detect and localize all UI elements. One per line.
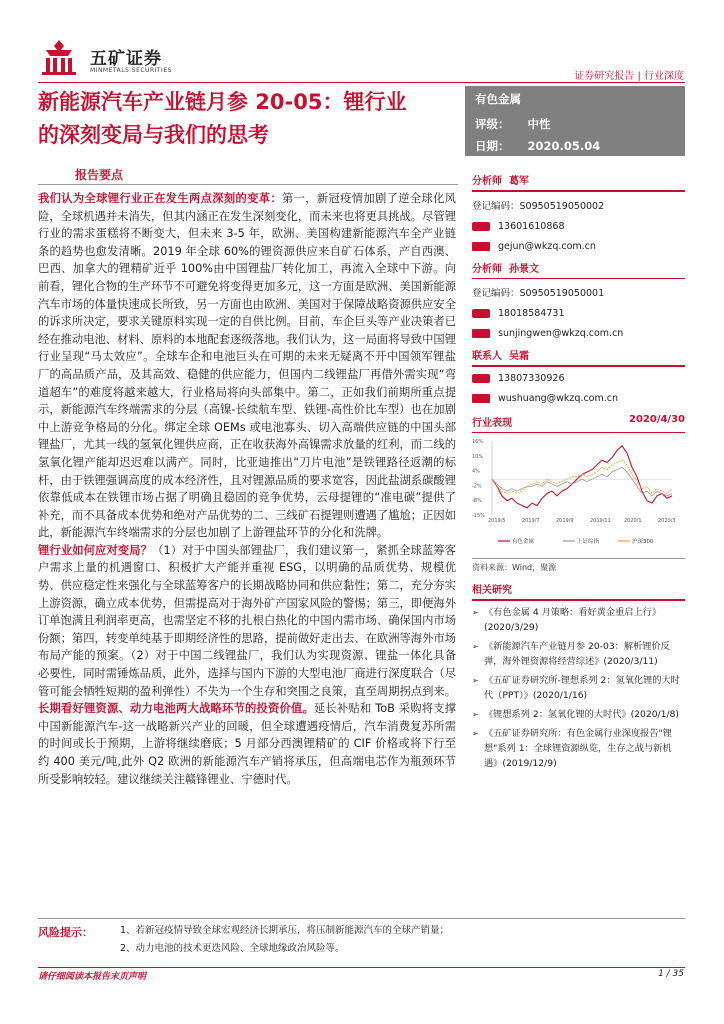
report-title-line2: 的深刻变局与我们的思考	[38, 123, 269, 147]
sector-label: 有色金属	[475, 92, 521, 106]
contact-phone-row	[472, 373, 685, 384]
y-tick-label: 16%	[472, 439, 484, 445]
summary-paragraph-2	[38, 542, 456, 700]
p1-body: 第一，新冠疫情加剧了逆全球化风险，全球机遇并未消失，但其内涵正在发生深刻变化，而未来也将更具挑战。尽管锂行业的需求蛋糕将不断变大，但未来 3-5 年，欧洲、美国构建新能源汽车全产业链条的趋势也愈发清晰。2019 年全球 60%的锂资源供应来自矿石体系，产自西澳、巴西、加拿大的锂精矿近乎 100%由中国锂盐厂转化加工，再流入全球中下游。向前看，锂化合物的生产环节不可避免将变得更加多元，这一方面是欧洲、美国新能源汽车市场的体量快速成长所致，另一方面也由欧洲、美国对于保障战略资源供应安全的诉求所决定，要求关键原料实现一定的自供比例。目前，车企巨头等产业决策者已经在推动电池、材料、原料的本地配套逐级落地。我们认为，这一局面将导致中国锂行业呈现“马太效应”。全球车企和电池巨头在可期的未来无疑离不开中国领军锂盐厂的高品质产品，及其高效、稳健的供应能力，但国内二线锂盐厂再借外需实现“弯道超车”的难度将越来越大，行业格局将向头部集中。第二，正如我们前期所重点提示，新能源汽车终端需求的分层（高镍-长续航车型、铁锂-高性价比车型）也在加剧中上游竞争格局的分化。绑定全球 OEMs 或电池寡头、切入高端供应链的中国头部锂盐厂，尤其一线的氢氧化锂供应商，正在收获海外高镍需求放量的红利，而二线的氢氧化锂产能却迟迟难以满产。同时，比亚迪推出“刀片电池”是铁锂路径返潮的标杆，由于铁锂强调高度的成本经济性，且对锂源品质的要求宽容，因此盐湖系碳酸锂依靠低成本在铁锂市场占据了明确且稳固的竞争优势，云母提锂的“准电碳”提供了补充，而不具备成本优势和绝对产品优势的二、三线矿石提锂则遭遇了尴尬；正因如此，新能源汽车终端需求的分层也加剧了上游锂盐环节的分化和洗牌。	[38, 192, 456, 540]
summary-paragraph-3	[38, 700, 456, 788]
title-box	[38, 86, 458, 156]
analyst-2-email[interactable]: sunjingwen@wkzq.com.cn	[498, 328, 624, 339]
analyst-1-rule	[472, 190, 685, 192]
p2-body: （1）对于中国头部锂盐厂，我们建议第一，紧抓全球蓝筹客户需求上量的机遇窗口、积极扩大产能并重视 ESG，以明确的品质优势、规模优势、供应稳定性来强化与全球蓝筹客户的长期战略协同和供应黏性；第二，充分夯实上游资源，确立成本优势，但需提高对于海外矿产国家风险的警惕；第三，即便海外订单饱满且利润率更高，也需坚定不移的扎根白热化的中国内需市场、确保国内市场份额；第四，转变单纯基于即期经济性的思路，提前做好走出去、在欧洲等海外市场布局产能的预案。（2）对于中国二线锂盐厂，我们认为实现资源、锂盐一体化具备必要性，同时需锤炼品质，此外，选择与国内下游的大型电池厂商进行深度联合（尽管可能会牺牲短期的盈利弹性）不失为一个生存和突围之良策，直至周期拐点到来。	[38, 543, 456, 698]
report-type-links[interactable]: 证券研究报告 | 行业深度	[574, 71, 684, 82]
footer-divider	[38, 967, 685, 968]
header-divider	[38, 82, 685, 83]
x-tick-label: 2020/3	[658, 518, 676, 524]
analyst-sidebar	[472, 172, 685, 775]
analyst-1-header	[472, 172, 685, 187]
legend-label: 沪深300	[632, 539, 654, 545]
page-number: 1 / 35	[658, 969, 684, 979]
contact-email[interactable]: wushuang@wkzq.com.cn	[498, 392, 619, 404]
related-research	[472, 581, 685, 771]
email-icon	[472, 329, 490, 338]
analyst-1-name: 葛军	[508, 176, 529, 187]
y-tick-label: 10%	[472, 453, 484, 460]
email-icon	[472, 394, 490, 403]
analyst-2-rule	[472, 278, 685, 280]
analyst-1	[472, 172, 685, 252]
related-item[interactable]: ➢ 《锂想系列 2：氢氧化锂的大时代》(2020/1/8)	[472, 707, 685, 722]
analyst-1-email-row	[472, 241, 685, 252]
rating-value: 中性	[527, 117, 551, 131]
contact-header	[472, 347, 685, 362]
rating-label: 评级：	[475, 117, 510, 131]
date-row	[475, 138, 600, 154]
email-icon	[472, 242, 490, 251]
legend-label: 有色金属	[512, 539, 535, 545]
y-tick-label: 4%	[472, 468, 480, 475]
analyst-2-role: 分析师	[472, 263, 502, 275]
company-name-en: MINMETALS SECURITIES	[90, 67, 172, 74]
contact-rule	[472, 365, 685, 367]
analyst-2-email-row	[472, 328, 685, 339]
contact	[472, 347, 685, 404]
summary-body	[38, 190, 456, 788]
related-list	[472, 605, 685, 771]
p3-body: 延长补贴和 ToB 采购将支撑中国新能源汽车-这一战略新兴产业的回暖，但全球遭遇疫情后，汽车消费复苏所需的时间或长于预期，上游将继续磨底；5 月部分西澳锂精矿的 CIF 价格或将下行至约 400 美元/吨,此外 Q2 欧洲的新能源汽车产销将承压，但高端电芯作为瓶颈环节所受影响较轻。建议继续关注赣锋锂业、宁德时代。	[38, 702, 456, 786]
chart-title: 行业表现	[472, 417, 512, 429]
analyst-2-header	[472, 260, 685, 275]
y-tick-label: -8%	[472, 498, 482, 505]
series-line-1	[492, 446, 672, 508]
related-item[interactable]: ➢ 《五矿证券研究所-锂想系列 2：氢氧化锂的大时代（PPT）》(2020/1/16)	[472, 673, 685, 703]
related-item[interactable]: ➢ 《有色金属 4 月策略：看好黄金重启上行》(2020/3/29)	[472, 605, 685, 635]
analyst-2-reg-value: S0950519050001	[519, 288, 605, 299]
analyst-1-reg	[472, 198, 685, 212]
phone-icon	[472, 374, 490, 383]
summary-heading: 报告要点	[75, 168, 124, 182]
phone-icon	[472, 222, 490, 231]
contact-name: 吴霜	[508, 351, 529, 362]
analyst-2-name: 孙景文	[508, 263, 539, 275]
related-item[interactable]: ➢ 《新能源汽车产业链月参 20-03：解析锂价反弹，海外锂资源将经营综述》(2020/3/11)	[472, 639, 685, 669]
x-tick-label: 2019/11	[590, 518, 611, 524]
chart-source: 资料来源：Wind，聚源	[472, 563, 557, 572]
rating-box	[465, 86, 685, 156]
series-line-2	[492, 467, 672, 496]
date-label: 日期：	[475, 139, 510, 153]
analyst-2-reg-label: 登记编码：	[472, 288, 520, 299]
legend-label: 上证综指	[577, 539, 600, 545]
related-heading: 相关研究	[472, 585, 512, 596]
footer-disclaimer[interactable]: 请仔细阅读本报告末页声明	[38, 972, 147, 982]
chart-bottom-rule	[472, 558, 685, 559]
y-tick-label: -15%	[472, 513, 485, 519]
y-tick-label: -2%	[472, 483, 482, 490]
x-tick-label: 2020/1	[624, 518, 642, 524]
chart-header	[472, 414, 685, 429]
related-item[interactable]: ➢ 《五矿证券研究所：有色金属行业深度报告"锂想"系列 1：全球锂资源纵览，生存之战与新机遇》(2019/12/9)	[472, 726, 685, 771]
p3-lead: 长期看好锂资源、动力电池两大战略环节的投资价值。	[38, 702, 314, 716]
chart-date: 2020/4/30	[628, 413, 685, 425]
risk-section	[38, 922, 685, 958]
contact-email-row	[472, 393, 685, 404]
contact-phone: 13807330926	[498, 372, 565, 384]
related-rule	[472, 599, 685, 601]
company-logo-mark	[38, 36, 80, 76]
analyst-1-reg-value: S0950519050002	[519, 200, 605, 212]
chart-rule	[472, 432, 685, 434]
p1-lead: 我们认为全球锂行业正在发生两点深刻的变革：	[38, 192, 283, 205]
contact-role: 联系人	[472, 351, 502, 362]
series-line-3	[492, 460, 672, 493]
p2-lead: 锂行业如何应对变局？	[38, 543, 153, 557]
summary-paragraph-1	[38, 190, 456, 542]
chart-svg	[472, 435, 685, 553]
x-tick-label: 2019/7	[522, 518, 540, 524]
analyst-2-phone: 18018584731	[498, 308, 565, 319]
analyst-1-reg-label: 登记编码：	[472, 200, 520, 212]
date-value: 2020.05.04	[527, 139, 601, 153]
summary-divider	[38, 184, 458, 185]
risk-label: 风险提示：	[38, 926, 93, 939]
risk-divider	[38, 918, 685, 919]
analyst-1-phone: 13601610868	[498, 220, 565, 232]
rating-row	[475, 116, 551, 132]
company-name-cn: 五矿证券	[90, 49, 162, 69]
risk-item-2: 2、动力电池的技术更迭风险、全球地缘政治风险等。	[120, 943, 345, 954]
analyst-2-phone-row	[472, 308, 685, 319]
analyst-2	[472, 260, 685, 340]
x-tick-label: 2019/9	[556, 518, 574, 524]
analyst-2-reg	[472, 285, 685, 299]
analyst-1-email[interactable]: gejun@wkzq.com.cn	[498, 240, 596, 252]
analyst-1-role: 分析师	[472, 176, 502, 187]
industry-performance-chart	[472, 414, 685, 574]
phone-icon	[472, 309, 490, 318]
x-tick-label: 2019/5	[488, 518, 506, 524]
report-title-line1: 新能源汽车产业链月参 20-05：锂行业	[38, 90, 407, 114]
analyst-1-phone-row	[472, 221, 685, 232]
risk-item-1: 1、若新冠疫情导致全球宏观经济长期承压，将压制新能源汽车的全球产销量；	[120, 925, 450, 936]
